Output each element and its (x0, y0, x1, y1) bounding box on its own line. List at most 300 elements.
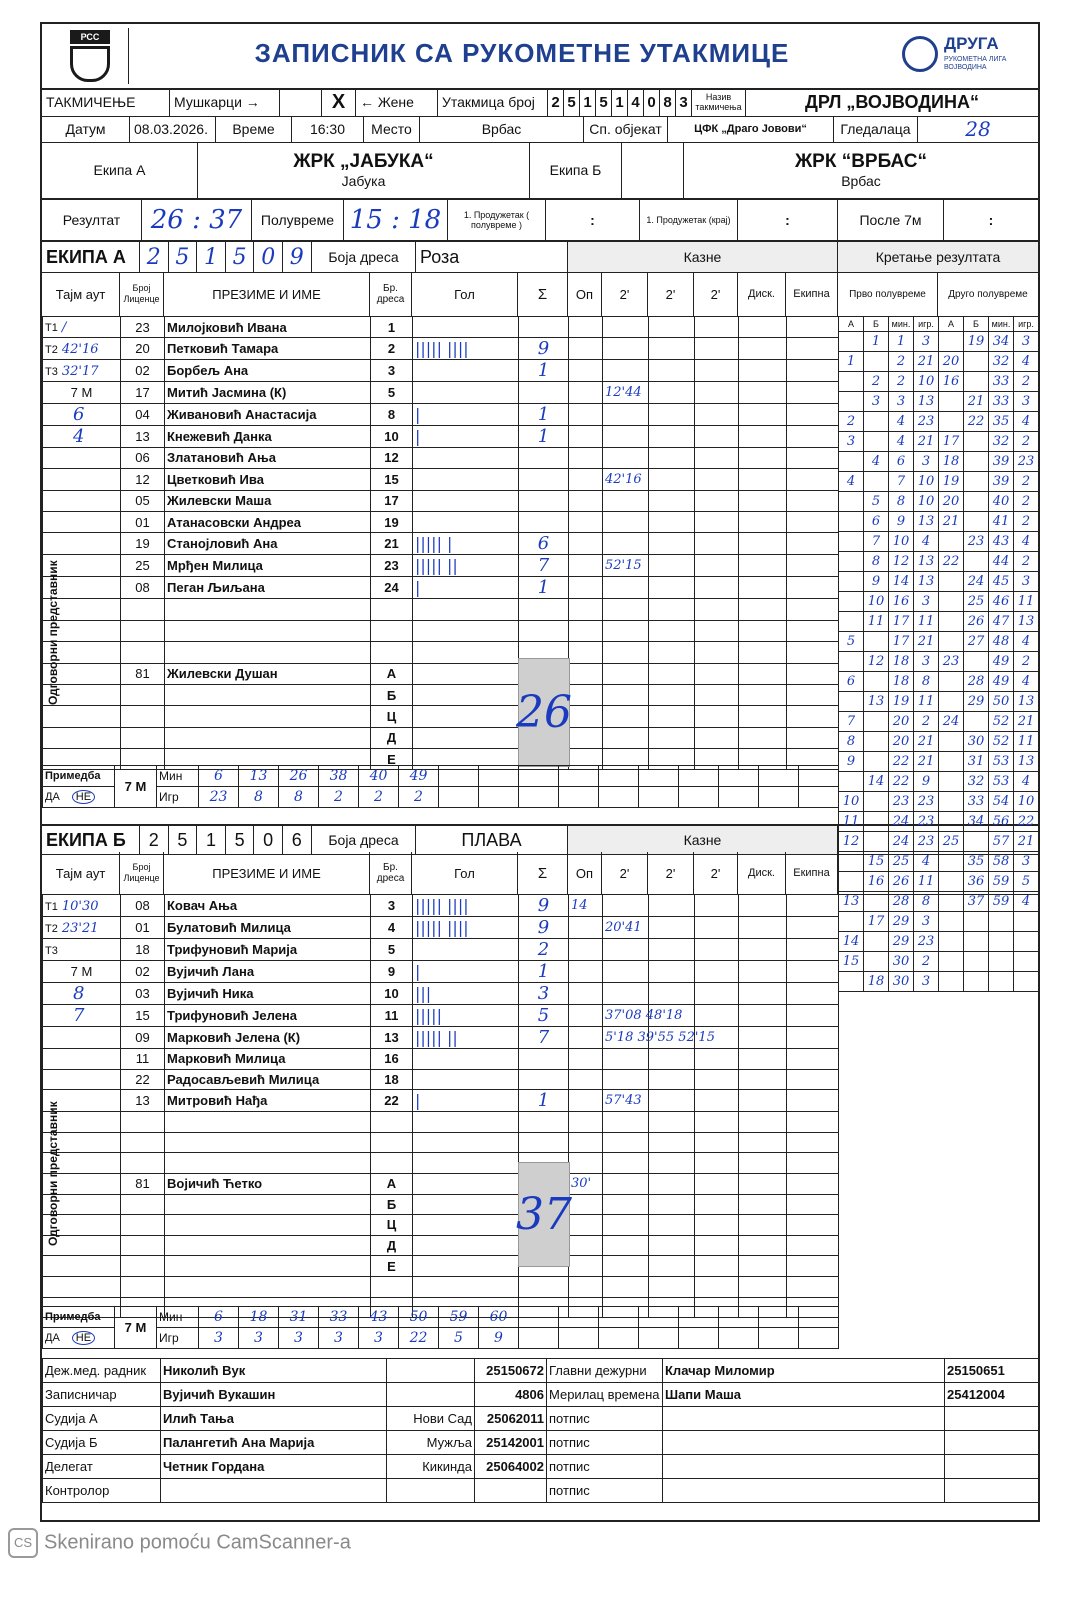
warning-cell (569, 939, 603, 961)
flow-cell: 57 (989, 832, 1014, 852)
player-name: Вујичић Ника (165, 983, 371, 1005)
flow-cell: 10 (914, 472, 939, 492)
official-letter: Ц (371, 706, 413, 727)
goal-sum: 1 (519, 961, 569, 983)
flow-cell: 24 (889, 812, 914, 832)
goal-total: 26 (518, 658, 570, 767)
flow-cell: 30 (964, 732, 989, 752)
table-row (43, 382, 839, 403)
flow-cell: 24 (964, 572, 989, 592)
flow-cell: 6 (839, 672, 864, 692)
flow-cell: 4 (864, 452, 889, 472)
flow-cell (964, 512, 989, 532)
seven-pl-label: Игр (157, 787, 199, 808)
flow-cell: 21 (914, 632, 939, 652)
table-row (43, 1005, 839, 1027)
flow-cell: 44 (989, 552, 1014, 572)
digit-box: 5 (226, 826, 255, 854)
flow-cell: 9 (914, 772, 939, 792)
licence-cell: 23 (121, 317, 165, 338)
goal-sum (519, 469, 569, 490)
flow-cell: 2 (1014, 552, 1039, 572)
flow-cell: 21 (914, 352, 939, 372)
warning-cell (569, 1027, 603, 1049)
team-b-section-label: ЕКИПА Б (42, 826, 140, 854)
team_b-seven-m-table (42, 1306, 839, 1349)
flow-cell: 1 (839, 352, 864, 372)
flow-cell: 12 (864, 652, 889, 672)
flow-cell (839, 652, 864, 672)
flow-cell: 23 (914, 832, 939, 852)
flow-cell: 37 (964, 892, 989, 912)
flow-cell: 20 (889, 712, 914, 732)
flow-cell (839, 772, 864, 792)
flow-cell: 2 (1014, 492, 1039, 512)
jersey-no: 10 (371, 425, 413, 447)
flow-cell: 22 (889, 772, 914, 792)
table-row (43, 706, 839, 727)
team-a-name: ЖРК „ЈАБУКА“ (293, 151, 434, 172)
flow-cell: 2 (839, 412, 864, 432)
competition-label: ТАКМИЧЕЊЕ (42, 88, 170, 116)
digit-box: 5 (169, 826, 198, 854)
seven-min-value: 60 (479, 1307, 519, 1328)
flow-cell (864, 752, 889, 772)
flow-cell (939, 792, 964, 812)
timeout-label: T2 (45, 922, 58, 935)
flow-cell: 23 (914, 412, 939, 432)
flow-row (839, 352, 1039, 372)
flow-cell: 21 (914, 732, 939, 752)
page-title: ЗАПИСНИК СА РУКОМЕТНЕ УТАКМИЦЕ (254, 38, 790, 68)
flow-cell: 2 (1014, 652, 1039, 672)
official-lic: 25142001 (475, 1431, 547, 1455)
goal-tally (413, 382, 519, 403)
competition-name: ДРЛ „ВОЈВОДИНА“ (805, 91, 979, 112)
seven-pl-value: 8 (279, 787, 319, 808)
jersey-no: 24 (371, 577, 413, 599)
flow-cell: 30 (889, 972, 914, 992)
flow-cell (864, 472, 889, 492)
flow-cell: 23 (1014, 452, 1039, 472)
jersey-no: 1 (371, 317, 413, 338)
flow-cell (939, 572, 964, 592)
official-lic: 25064002 (475, 1455, 547, 1479)
goal-sum (519, 317, 569, 338)
flow-cell (939, 412, 964, 432)
seven-min-value: 50 (399, 1307, 439, 1328)
flow-cell: 45 (989, 572, 1014, 592)
timeout-value: 42'16 (61, 341, 99, 357)
flow-row (839, 732, 1039, 752)
col-two-2: 2' (648, 272, 694, 316)
flow-cell: 2 (914, 712, 939, 732)
flow-cell: 4 (914, 532, 939, 552)
penalty-times: 52'15 (603, 555, 649, 577)
licence-cell: 05 (121, 490, 165, 511)
official-role: Деж.мед. радник (43, 1359, 161, 1383)
official-licence: 81 (121, 1173, 165, 1194)
flow-cell (964, 832, 989, 852)
col-two-1: 2' (602, 852, 648, 894)
overtime-1-value: : (546, 200, 640, 240)
col-disq: Диск. (738, 852, 786, 894)
competition-name-label: Назив такмичења (692, 88, 746, 116)
flow-cell: 5 (864, 492, 889, 512)
flow-cell: 3 (914, 332, 939, 352)
flow-cell: 2 (914, 952, 939, 972)
team-b-jersey-color-label: Боја дреса (312, 826, 416, 854)
licence-cell: 03 (121, 983, 165, 1005)
flow-row (839, 972, 1039, 992)
goal-sum: 3 (519, 983, 569, 1005)
flow-row (839, 552, 1039, 572)
licence-cell: 09 (121, 1027, 165, 1049)
flow-cell: 3 (1014, 852, 1039, 872)
flow-cell: 2 (1014, 372, 1039, 392)
flow-row (839, 952, 1039, 972)
official-licence: 81 (121, 663, 165, 684)
team-a-penalties-label: Казне (568, 242, 838, 272)
note-no[interactable]: НЕ (72, 790, 95, 804)
col-goals: Гол (412, 852, 518, 894)
player-name: Радосављевић Милица (165, 1069, 371, 1090)
jersey-no: 16 (371, 1049, 413, 1070)
flow-cell: 1 (864, 332, 889, 352)
officials-table (42, 1358, 1039, 1503)
result-a: 26 (150, 205, 184, 235)
flow-cell: 5 (839, 632, 864, 652)
col-name: ПРЕЗИМЕ И ИМЕ (164, 272, 370, 316)
seven-pl-value: 3 (319, 1328, 359, 1349)
col-two-1: 2' (602, 272, 648, 316)
flow-cell: 12 (839, 832, 864, 852)
official-city: Кикинда (387, 1455, 475, 1479)
team-b-licence-boxes (140, 826, 312, 854)
flow-cell: 4 (914, 852, 939, 872)
arrow-right-icon: → (245, 94, 260, 110)
flow-cell: 18 (889, 672, 914, 692)
flow-row (839, 792, 1039, 812)
team-b-penalties-label: Казне (568, 826, 838, 854)
seven-m-count: 8 (73, 983, 85, 1004)
flow-cell: 18 (889, 652, 914, 672)
penalty-times (603, 1069, 649, 1090)
jersey-no: 23 (371, 555, 413, 577)
flow-cell: 13 (1014, 752, 1039, 772)
licence-cell: 01 (121, 917, 165, 939)
goal-tally: ||||| | (413, 533, 519, 555)
flow-cell (864, 832, 889, 852)
official-letter: Б (371, 1194, 413, 1215)
penalty-times (603, 1049, 649, 1070)
goal-sum: 9 (519, 917, 569, 939)
official-letter: А (371, 1173, 413, 1194)
seven-pl-value: 23 (199, 787, 239, 808)
flow-cell: 30 (889, 952, 914, 972)
digit-box: 0 (644, 88, 660, 116)
seven-pl-value: 2 (319, 787, 359, 808)
team-a-jersey-color-label: Боја дреса (312, 242, 416, 272)
table-row (43, 425, 839, 447)
flow-cell: 14 (839, 932, 864, 952)
flow-row (839, 892, 1039, 912)
flow-cell (839, 592, 864, 612)
player-name: Пеган Љиљана (165, 577, 371, 599)
flow-cell (864, 892, 889, 912)
table-row (43, 1090, 839, 1112)
match-no-label: Утакмица број (438, 88, 548, 116)
flow-cell: 11 (914, 872, 939, 892)
flow-cell: 25 (964, 592, 989, 612)
result-row (42, 200, 1038, 242)
penalty-times (603, 961, 649, 983)
flow-cell (864, 792, 889, 812)
player-name: Живановић Анастасија (165, 403, 371, 425)
flow-cell: 23 (889, 792, 914, 812)
goal-sum: 7 (519, 555, 569, 577)
goal-sum (519, 1049, 569, 1070)
flow-cell: 17 (939, 432, 964, 452)
team-a-city: Јабука (341, 173, 386, 189)
flow-cell: 32 (989, 352, 1014, 372)
team-a-licence-boxes (140, 242, 312, 272)
flow-cell: 3 (914, 592, 939, 612)
flow-cell (939, 692, 964, 712)
flow-cell: 54 (989, 792, 1014, 812)
flow-row (839, 592, 1039, 612)
ball-icon (902, 36, 938, 72)
seven-pl-label: Игр (157, 1328, 199, 1349)
flow-cell (839, 552, 864, 572)
col-licence: Број Лиценце (120, 852, 164, 894)
flow-row (839, 432, 1039, 452)
flow-cell: 4 (1014, 632, 1039, 652)
player-name: Атанасовски Андреа (165, 511, 371, 532)
official-name: Илић Тања (161, 1407, 387, 1431)
flow-cell: 43 (989, 532, 1014, 552)
flow-cell: 17 (889, 632, 914, 652)
col-warn: Оп (568, 272, 602, 316)
note-yes[interactable]: ДА (45, 1332, 60, 1344)
goal-tally: ||||| |||| (413, 895, 519, 917)
timeout-label: T3 (45, 944, 58, 957)
score-flow-header (839, 317, 1039, 332)
flow-row (839, 712, 1039, 732)
jersey-no: 18 (371, 1069, 413, 1090)
note-yes[interactable]: ДА (45, 791, 60, 804)
seven-m-count: 7 (73, 1005, 85, 1026)
jersey-no: 5 (371, 939, 413, 961)
flow-row (839, 832, 1039, 852)
seven-pl-value: 2 (399, 787, 439, 808)
flow-cell: 3 (1014, 572, 1039, 592)
team-b-city: Врбас (841, 173, 881, 189)
flow-cell: 11 (1014, 592, 1039, 612)
flow-cell: 1 (889, 332, 914, 352)
flow-cell: 52 (989, 732, 1014, 752)
official-row (43, 1431, 1039, 1455)
table-row (43, 403, 839, 425)
flow-cell: 2 (889, 372, 914, 392)
table-row (43, 1027, 839, 1049)
flow-cell: 35 (989, 412, 1014, 432)
table-row (43, 663, 839, 684)
flow-col-flow_pl: игр. (1014, 317, 1039, 332)
official-lic: 25062011 (475, 1407, 547, 1431)
flow-cell (939, 852, 964, 872)
official-role: Контролор (43, 1479, 161, 1503)
federation-abbr: РСС (70, 30, 110, 44)
flow-cell (939, 332, 964, 352)
col-two-3: 2' (694, 272, 738, 316)
licence-cell: 02 (121, 961, 165, 983)
digit-box: 1 (197, 242, 226, 272)
goal-sum: 1 (519, 360, 569, 382)
table-row (43, 1112, 839, 1133)
flow-cell: 9 (839, 752, 864, 772)
jersey-no: 4 (371, 917, 413, 939)
date-row (42, 116, 1038, 143)
timeout-value: 10'30 (61, 898, 99, 914)
table-row (43, 939, 839, 961)
flow-col-flow_b: Б (964, 317, 989, 332)
official-role2: потпис (547, 1407, 663, 1431)
goal-tally: ||||| || (413, 1027, 519, 1049)
shield-icon (70, 46, 110, 82)
flow-cell (864, 712, 889, 732)
digit-box: 1 (612, 88, 628, 116)
flow-cell: 29 (964, 692, 989, 712)
flow-cell: 24 (889, 832, 914, 852)
team-b-jersey-color: ПЛАВА (416, 826, 568, 854)
flow-cell (839, 392, 864, 412)
result-score: 26 : 37 (142, 200, 252, 240)
flow-cell: 32 (989, 432, 1014, 452)
result-b: 37 (209, 205, 243, 235)
jersey-no: 17 (371, 490, 413, 511)
flow-cell: 46 (989, 592, 1014, 612)
arrow-left-icon: ← (360, 94, 374, 110)
flow-cell (939, 672, 964, 692)
flow-cell (964, 552, 989, 572)
table-row (43, 599, 839, 620)
timeout-cell (43, 338, 121, 360)
flow-col-flow_b: Б (864, 317, 889, 332)
flow-row (839, 572, 1039, 592)
flow-cell: 26 (889, 872, 914, 892)
flow-cell: 13 (914, 552, 939, 572)
goal-sum: 1 (519, 425, 569, 447)
official-name2: Шапи Маша (663, 1383, 945, 1407)
seven-pl-value: 3 (279, 1328, 319, 1349)
scanner-text: Skenirano pomoću CamScanner-a (44, 1531, 351, 1554)
score-sheet (40, 22, 1040, 1522)
flow-cell: 28 (964, 672, 989, 692)
flow-cell (864, 672, 889, 692)
digit-box: 1 (197, 826, 226, 854)
flow-cell (939, 812, 964, 832)
official-role: Записничар (43, 1383, 161, 1407)
col-jersey: Бр. дреса (370, 852, 412, 894)
flow-col-flow_min: мин. (889, 317, 914, 332)
flow-cell: 25 (889, 852, 914, 872)
flow-row (839, 672, 1039, 692)
player-name: Трифуновић Јелена (165, 1005, 371, 1027)
team-b-label: Екипа Б (530, 142, 622, 198)
flow-cell: 3 (889, 392, 914, 412)
goal-tally (413, 469, 519, 490)
flow-cell: 3 (839, 432, 864, 452)
league-logo-title: ДРУГА (944, 34, 999, 53)
player-name: Цветковић Ива (165, 469, 371, 490)
flow-cell: 8 (889, 492, 914, 512)
warning-cell (569, 1005, 603, 1027)
flow-col-flow_pl: игр. (914, 317, 939, 332)
flow-cell (939, 632, 964, 652)
penalty-times (603, 425, 649, 447)
note-no[interactable]: НЕ (72, 1331, 95, 1345)
flow-row (839, 852, 1039, 872)
seven-pl-value: 8 (239, 787, 279, 808)
jersey-no: 3 (371, 360, 413, 382)
flow-row (839, 812, 1039, 832)
flow-cell: 3 (1014, 332, 1039, 352)
flow-cell (839, 332, 864, 352)
player-name: Митић Јасмина (К) (165, 382, 371, 403)
col-timeout: Тајм аут (42, 272, 120, 316)
licence-cell: 20 (121, 338, 165, 360)
flow-cell: 15 (839, 952, 864, 972)
flow-row (839, 492, 1039, 512)
seven-min-value: 33 (319, 1307, 359, 1328)
flow-cell (964, 652, 989, 672)
seven-min-value: 31 (279, 1307, 319, 1328)
flow-cell: 13 (864, 692, 889, 712)
flow-cell: 10 (914, 492, 939, 512)
seven-min-value: 6 (199, 766, 239, 787)
flow-cell: 12 (889, 552, 914, 572)
flow-cell: 4 (839, 472, 864, 492)
flow-cell (939, 392, 964, 412)
flow-cell: 22 (1014, 812, 1039, 832)
flow-cell (939, 872, 964, 892)
seven-m-row (43, 1328, 839, 1349)
flow-cell: 8 (839, 732, 864, 752)
official-row (43, 1455, 1039, 1479)
team-a-header-row (42, 242, 1038, 273)
table-row (43, 490, 839, 511)
official-letter: Е (371, 749, 413, 770)
timeout-cell (43, 317, 121, 338)
flow-row (839, 932, 1039, 952)
flow-row (839, 912, 1039, 932)
player-name: Милојковић Ивана (165, 317, 371, 338)
flow-cell: 10 (914, 372, 939, 392)
official-role: Делегат (43, 1455, 161, 1479)
flow-cell: 9 (889, 512, 914, 532)
table-row (43, 338, 839, 360)
digit-box: 6 (283, 826, 312, 854)
jersey-no: 15 (371, 469, 413, 490)
table-row (43, 511, 839, 532)
flow-cell: 4 (889, 432, 914, 452)
flow-row (839, 452, 1039, 472)
flow-cell: 3 (914, 912, 939, 932)
flow-cell (964, 372, 989, 392)
table-row (43, 360, 839, 382)
flow-cell (939, 772, 964, 792)
